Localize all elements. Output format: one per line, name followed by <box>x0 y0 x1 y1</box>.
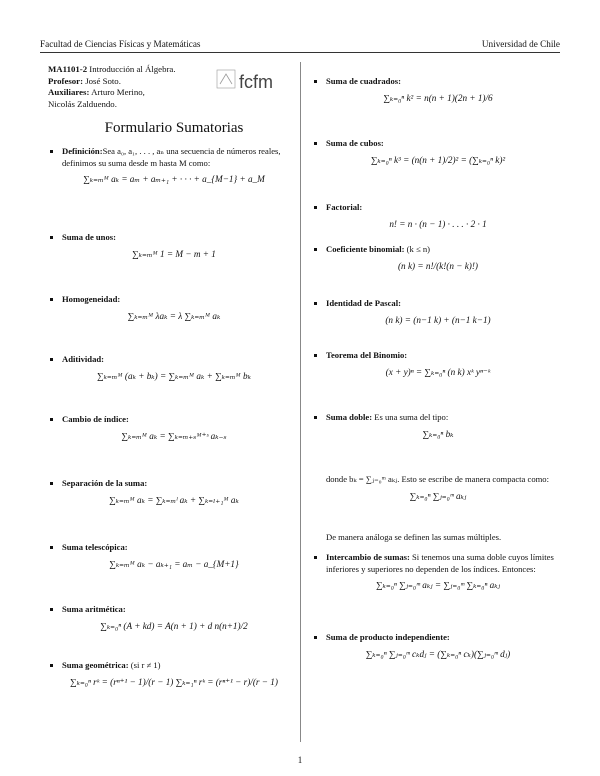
item-formula: ∑ₖ₌ₘᴹ λaₖ = λ ∑ₖ₌ₘᴹ aₖ <box>127 310 221 321</box>
item-formula: ∑ₖ₌ₘᴹ aₖ − aₖ₊₁ = aₘ − a_{M+1} <box>109 558 239 569</box>
left_items-item <box>48 414 300 442</box>
item-heading <box>312 552 564 575</box>
right_items-item <box>312 202 564 230</box>
item-title: Cambio de índice: <box>62 414 129 424</box>
item-title: Aditividad: <box>62 354 105 364</box>
right_items-item <box>312 532 564 544</box>
item-title: Separación de la suma: <box>62 478 148 488</box>
auxiliaries-label: Auxiliares: <box>48 87 90 98</box>
item-heading <box>312 202 564 214</box>
right_items-item <box>312 244 564 272</box>
item-formula: ∑ₖ₌₀ⁿ k² = n(n + 1)(2n + 1)/6 <box>383 92 493 103</box>
item-formula: ∑ₖ₌₀ⁿ ∑ⱼ₌₀ᵐ aₖⱼ = ∑ⱼ₌₀ᵐ ∑ₖ₌₀ⁿ aₖⱼ <box>375 580 501 591</box>
item-heading <box>312 474 564 486</box>
left_items-item <box>48 232 300 260</box>
right_items-item <box>312 76 564 104</box>
auxiliaries-names: Arturo Merino, <box>89 87 145 98</box>
right_items-item <box>312 552 564 592</box>
item-title: Suma telescópica: <box>62 542 128 552</box>
item-title: Suma de cubos: <box>326 138 384 148</box>
item-title: Suma de unos: <box>62 232 116 242</box>
course-code: MA1101-2 <box>48 64 88 74</box>
professor-name: José Soto. <box>83 75 121 86</box>
item-title: Teorema del Binomio: <box>326 350 408 360</box>
item-formula: ∑ₖ₌₀ⁿ ∑ⱼ₌₀ᵐ cₖdⱼ = (∑ₖ₌₀ⁿ cₖ)(∑ⱼ₌₀ᵐ dⱼ) <box>365 648 511 659</box>
left_items-item <box>48 354 300 382</box>
left_items-item <box>48 604 300 632</box>
item-heading <box>312 350 564 362</box>
logo-text: fcfm <box>239 72 273 92</box>
item-heading <box>312 532 564 544</box>
item-text: (k ≤ n) <box>404 244 431 254</box>
item-heading <box>48 604 300 616</box>
left_items-item <box>48 542 300 570</box>
header-right: Universidad de Chile <box>481 39 560 49</box>
item-heading <box>48 660 300 672</box>
item-title: Suma de producto independiente: <box>326 632 450 642</box>
item-formula: ∑ₖ₌ₘᴹ aₖ = aₘ + aₘ₊₁ + · · · + a_{M−1} + a_M <box>83 174 265 185</box>
item-formula: n! = n · (n − 1) · . . . · 2 · 1 <box>389 218 487 229</box>
item-formula: ∑ₖ₌₀ⁿ ∑ⱼ₌₀ᵐ aₖⱼ <box>409 490 467 501</box>
course-name: Introducción al Álgebra. <box>87 64 176 74</box>
item-title: Coeficiente binomial: <box>326 244 405 254</box>
auxiliaries-names-2: Nicolás Zalduendo. <box>48 98 117 109</box>
item-formula: ∑ₖ₌ₘᴹ (aₖ + bₖ) = ∑ₖ₌ₘᴹ aₖ + ∑ₖ₌ₘᴹ bₖ <box>97 370 251 381</box>
item-title: Factorial: <box>326 202 363 212</box>
item-title: Suma geométrica: <box>62 660 129 670</box>
right_items-item <box>312 298 564 326</box>
item-title: Homogeneidad: <box>62 294 121 304</box>
header-left: Facultad de Ciencias Físicas y Matemáticas <box>40 39 201 49</box>
item-heading <box>312 244 564 256</box>
item-title: Intercambio de sumas: <box>326 552 410 562</box>
item-title: Definición: <box>62 146 103 156</box>
fcfm-logo <box>215 66 285 94</box>
item-text: donde bₖ = ∑ⱼ₌₀ᵐ aₖⱼ. Esto se escribe de manera compacta como: <box>326 474 549 484</box>
professor-label: Profesor: <box>48 75 84 86</box>
course-info <box>48 64 218 110</box>
right_items-item <box>312 350 564 378</box>
item-formula: (n k) = n!/(k!(n − k)!) <box>398 260 478 271</box>
left_items-item <box>48 294 300 322</box>
left_items-item <box>48 660 300 688</box>
item-title: Suma aritmética: <box>62 604 126 614</box>
item-formula: ∑ₖ₌ₘᴹ 1 = M − m + 1 <box>132 248 216 259</box>
item-text: De manera análoga se definen las sumas múltiples. <box>326 532 502 542</box>
item-formula: ∑ₖ₌₀ⁿ k³ = (n(n + 1)/2)² = (∑ₖ₌₀ⁿ k)² <box>370 154 506 165</box>
item-heading <box>48 232 300 244</box>
item-text: (si r ≠ 1) <box>128 660 161 670</box>
item-heading <box>312 76 564 88</box>
right_items-item <box>312 138 564 166</box>
item-formula: ∑ₖ₌₀ⁿ (A + kd) = A(n + 1) + d n(n+1)/2 <box>100 620 248 631</box>
item-title: Suma de cuadrados: <box>326 76 401 86</box>
item-heading <box>48 294 300 306</box>
item-heading <box>48 354 300 366</box>
page-title: Formulario Sumatorias <box>104 120 244 136</box>
item-formula: ∑ₖ₌₀ⁿ bₖ <box>422 428 454 439</box>
item-heading <box>312 138 564 150</box>
page-header <box>40 38 560 53</box>
item-text: Sea a₀, a₁, . . . , aₙ una secuencia de números reales, definimos su suma desde m hasta M como: <box>62 146 281 168</box>
item-formula: ∑ₖ₌ₘᴹ aₖ = ∑ₖ₌ₘˡ aₖ + ∑ₖ₌ₗ₊₁ᴹ aₖ <box>109 494 239 505</box>
item-heading <box>312 298 564 310</box>
item-title: Suma doble: <box>326 412 373 422</box>
item-heading <box>48 542 300 554</box>
item-text: Si tenemos una suma doble cuyos límites inferiores y superiores no dependen de los índices. Entonces: <box>326 552 554 574</box>
left_items-item <box>48 146 300 186</box>
item-text: Es una suma del tipo: <box>372 412 449 422</box>
right_items-item <box>312 412 564 440</box>
right_items-item <box>312 474 564 502</box>
page-number: 1 <box>297 755 303 765</box>
item-title: Identidad de Pascal: <box>326 298 401 308</box>
item-heading <box>48 478 300 490</box>
item-formula: ∑ₖ₌ₘᴹ aₖ = ∑ₖ₌ₘ₊ₛᴹ⁺ˢ aₖ₋ₛ <box>121 430 227 441</box>
left_items-item <box>48 478 300 506</box>
item-formula: (n k) = (n−1 k) + (n−1 k−1) <box>385 314 491 325</box>
item-heading <box>312 412 564 424</box>
item-formula: ∑ₖ₌₀ⁿ rᵏ = (rⁿ⁺¹ − 1)/(r − 1) ∑ₖ₌₁ⁿ rᵏ = (rⁿ⁺¹ − r)/(r − 1) <box>70 676 278 687</box>
item-heading <box>312 632 564 644</box>
item-heading <box>48 414 300 426</box>
item-formula: (x + y)ⁿ = ∑ₖ₌₀ⁿ (n k) xᵏ yⁿ⁻ᵏ <box>385 366 491 377</box>
right_items-item <box>312 632 564 660</box>
column-divider <box>300 62 301 742</box>
item-heading <box>48 146 300 169</box>
